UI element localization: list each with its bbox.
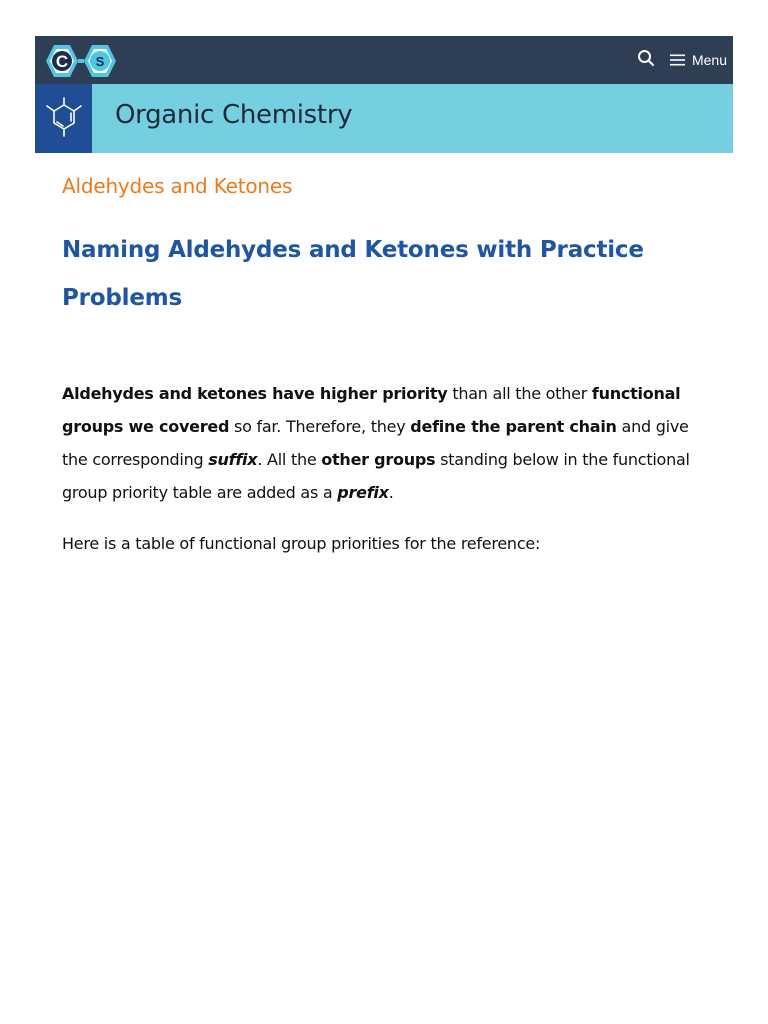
site-logo[interactable]	[43, 44, 125, 78]
menu-button[interactable]	[655, 46, 727, 74]
molecule-icon	[42, 95, 86, 143]
article-title: Naming Aldehydes and Ketones with Practice Problems	[62, 237, 644, 311]
text-emphasis: suffix	[208, 450, 258, 469]
text-strong: other groups	[321, 450, 436, 469]
category-banner	[35, 84, 733, 153]
text: and give the corresponding	[62, 417, 689, 469]
banner-icon-box	[35, 84, 92, 153]
search-icon	[637, 49, 655, 71]
text: .	[388, 483, 394, 502]
logo-letter-s: S	[95, 54, 105, 69]
text: than all the other	[447, 384, 592, 403]
text: standing below in the functional group priority table are added as a	[62, 450, 690, 502]
hamburger-icon	[670, 54, 685, 66]
banner-title[interactable]: Organic Chemistry	[115, 100, 353, 130]
category-link[interactable]: Aldehydes and Ketones	[62, 174, 293, 198]
text-strong: functional groups we covered	[62, 384, 681, 436]
intro-paragraph	[62, 377, 712, 509]
text: so far. Therefore, they	[229, 417, 411, 436]
text-strong: Aldehydes and ketones have higher priority	[62, 384, 448, 403]
table-intro-paragraph: Here is a table of functional group priorities for the reference:	[62, 534, 541, 553]
text-strong: define the parent chain	[410, 417, 617, 436]
logo-letter-c: C	[55, 52, 69, 71]
menu-label: Menu	[691, 52, 727, 68]
top-nav-bar	[35, 36, 733, 84]
text: . All the	[257, 450, 322, 469]
text-emphasis: prefix	[337, 483, 389, 502]
